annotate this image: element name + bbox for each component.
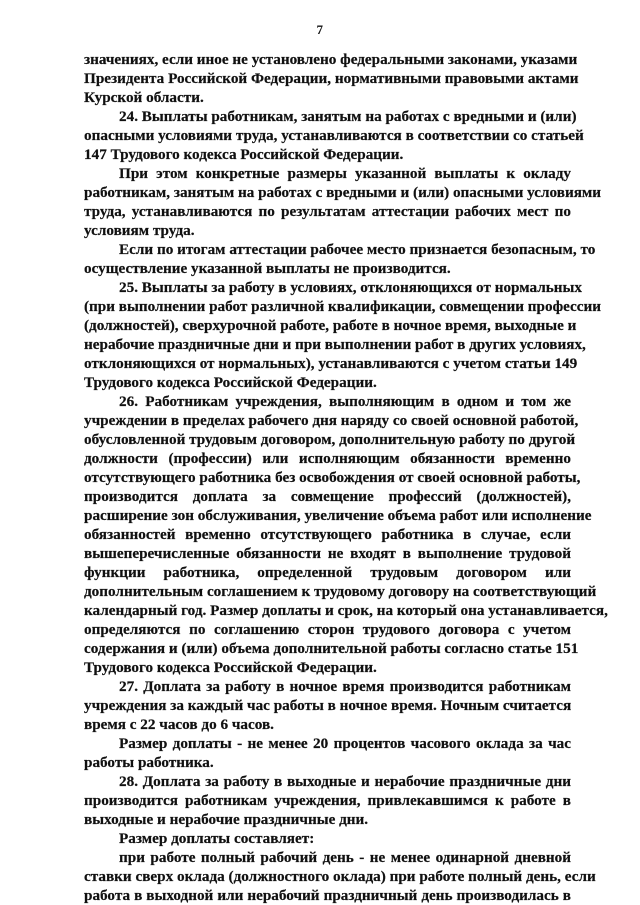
text-line: Курской области.: [84, 89, 204, 106]
text-line: работы работника.: [84, 754, 214, 771]
text-line: (должностей), сверхурочной работе, работе в ночное время, выходные и: [84, 317, 577, 334]
text-line: ставки сверх оклада (должностного оклада) при работе полный день, если: [84, 868, 596, 885]
text-line: выходные и нерабочие праздничные дни.: [84, 811, 369, 828]
text-line: осуществление указанной выплаты не производится.: [84, 260, 451, 277]
text-line: 147 Трудового кодекса Российской Федерации.: [84, 146, 404, 163]
text-line: расширение зон обслуживания, увеличение объема работ или исполнение: [84, 507, 592, 524]
text-line: 25. Выплаты за работу в условиях, отклоняющихся от нормальных: [119, 279, 582, 296]
text-line: 28. Доплата за работу в выходные и нерабочие праздничные дни: [119, 773, 571, 790]
text-line: вышеперечисленные обязанности не входят в выполнение трудовой: [84, 545, 571, 562]
text-line: время с 22 часов до 6 часов.: [84, 716, 274, 733]
text-line: Трудового кодекса Российской Федерации.: [84, 374, 377, 391]
text-line: Трудового кодекса Российской Федерации.: [84, 659, 377, 676]
text-line: (при выполнении работ различной квалификации, совмещении профессии: [84, 298, 601, 315]
text-line: работа в выходной или нерабочий праздничный день производилась в: [84, 887, 571, 904]
text-line: учреждении в пределах рабочего дня наряду со своей основной работой,: [84, 412, 579, 429]
text-line: отклоняющихся от нормальных), устанавливаются с учетом статьи 149: [84, 355, 578, 372]
text-line: 26. Работникам учреждения, выполняющим в одном и том же: [119, 393, 571, 410]
text-line: 24. Выплаты работникам, занятым на работах с вредными и (или): [119, 108, 577, 125]
text-line: дополнительным соглашением к трудовому договору на соответствующий: [84, 583, 597, 600]
text-line: при работе полный рабочий день - не менее одинарной дневной: [119, 849, 571, 866]
text-line: Президента Российской Федерации, нормативными правовыми актами: [84, 70, 579, 87]
text-line: производится доплата за совмещение профессий (должностей),: [84, 488, 571, 505]
text-line: отсутствующего работника без освобождения от своей основной работы,: [84, 469, 581, 486]
text-line: условиям труда.: [84, 222, 195, 239]
text-line: При этом конкретные размеры указанной выплаты к окладу: [119, 165, 571, 182]
text-line: должности (профессии) или исполняющим обязанности временно: [84, 450, 571, 467]
text-line: Размер доплаты - не менее 20 процентов часового оклада за час: [119, 735, 571, 752]
text-line: учреждения за каждый час работы в ночное время. Ночным считается: [84, 697, 572, 714]
document-body: [84, 50, 608, 905]
text-line: календарный год. Размер доплаты и срок, на который она устанавливается,: [84, 602, 608, 619]
text-line: Размер доплаты составляет:: [119, 830, 315, 847]
text-line: нерабочие праздничные дни и при выполнении работ в других условиях,: [84, 336, 586, 353]
text-line: 27. Доплата за работу в ночное время производится работникам: [119, 678, 571, 695]
text-line: Если по итогам аттестации рабочее место признается безопасным, то: [119, 241, 596, 258]
text-line: работникам, занятым на работах с вредными и (или) опасными условиями: [84, 184, 602, 201]
text-line: содержания и (или) объема дополнительной работы согласно статье 151: [84, 640, 579, 657]
text-line: производится работникам учреждения, привлекавшимся к работе в: [84, 792, 571, 809]
text-line: опасными условиями труда, устанавливаются в соответствии со статьей: [84, 127, 584, 144]
text-line: обусловленной трудовым договором, дополнительную работу по другой: [84, 431, 576, 448]
text-line: труда, устанавливаются по результатам аттестации рабочих мест по: [84, 203, 571, 220]
text-line: функции работника, определенной трудовым договором или: [84, 564, 571, 581]
page-number: 7: [316, 22, 324, 37]
text-line: обязанностей временно отсутствующего работника в случае, если: [84, 526, 571, 543]
text-line: определяются по соглашению сторон трудового договора с учетом: [84, 621, 571, 638]
text-line: значениях, если иное не установлено федеральными законами, указами: [84, 51, 578, 68]
